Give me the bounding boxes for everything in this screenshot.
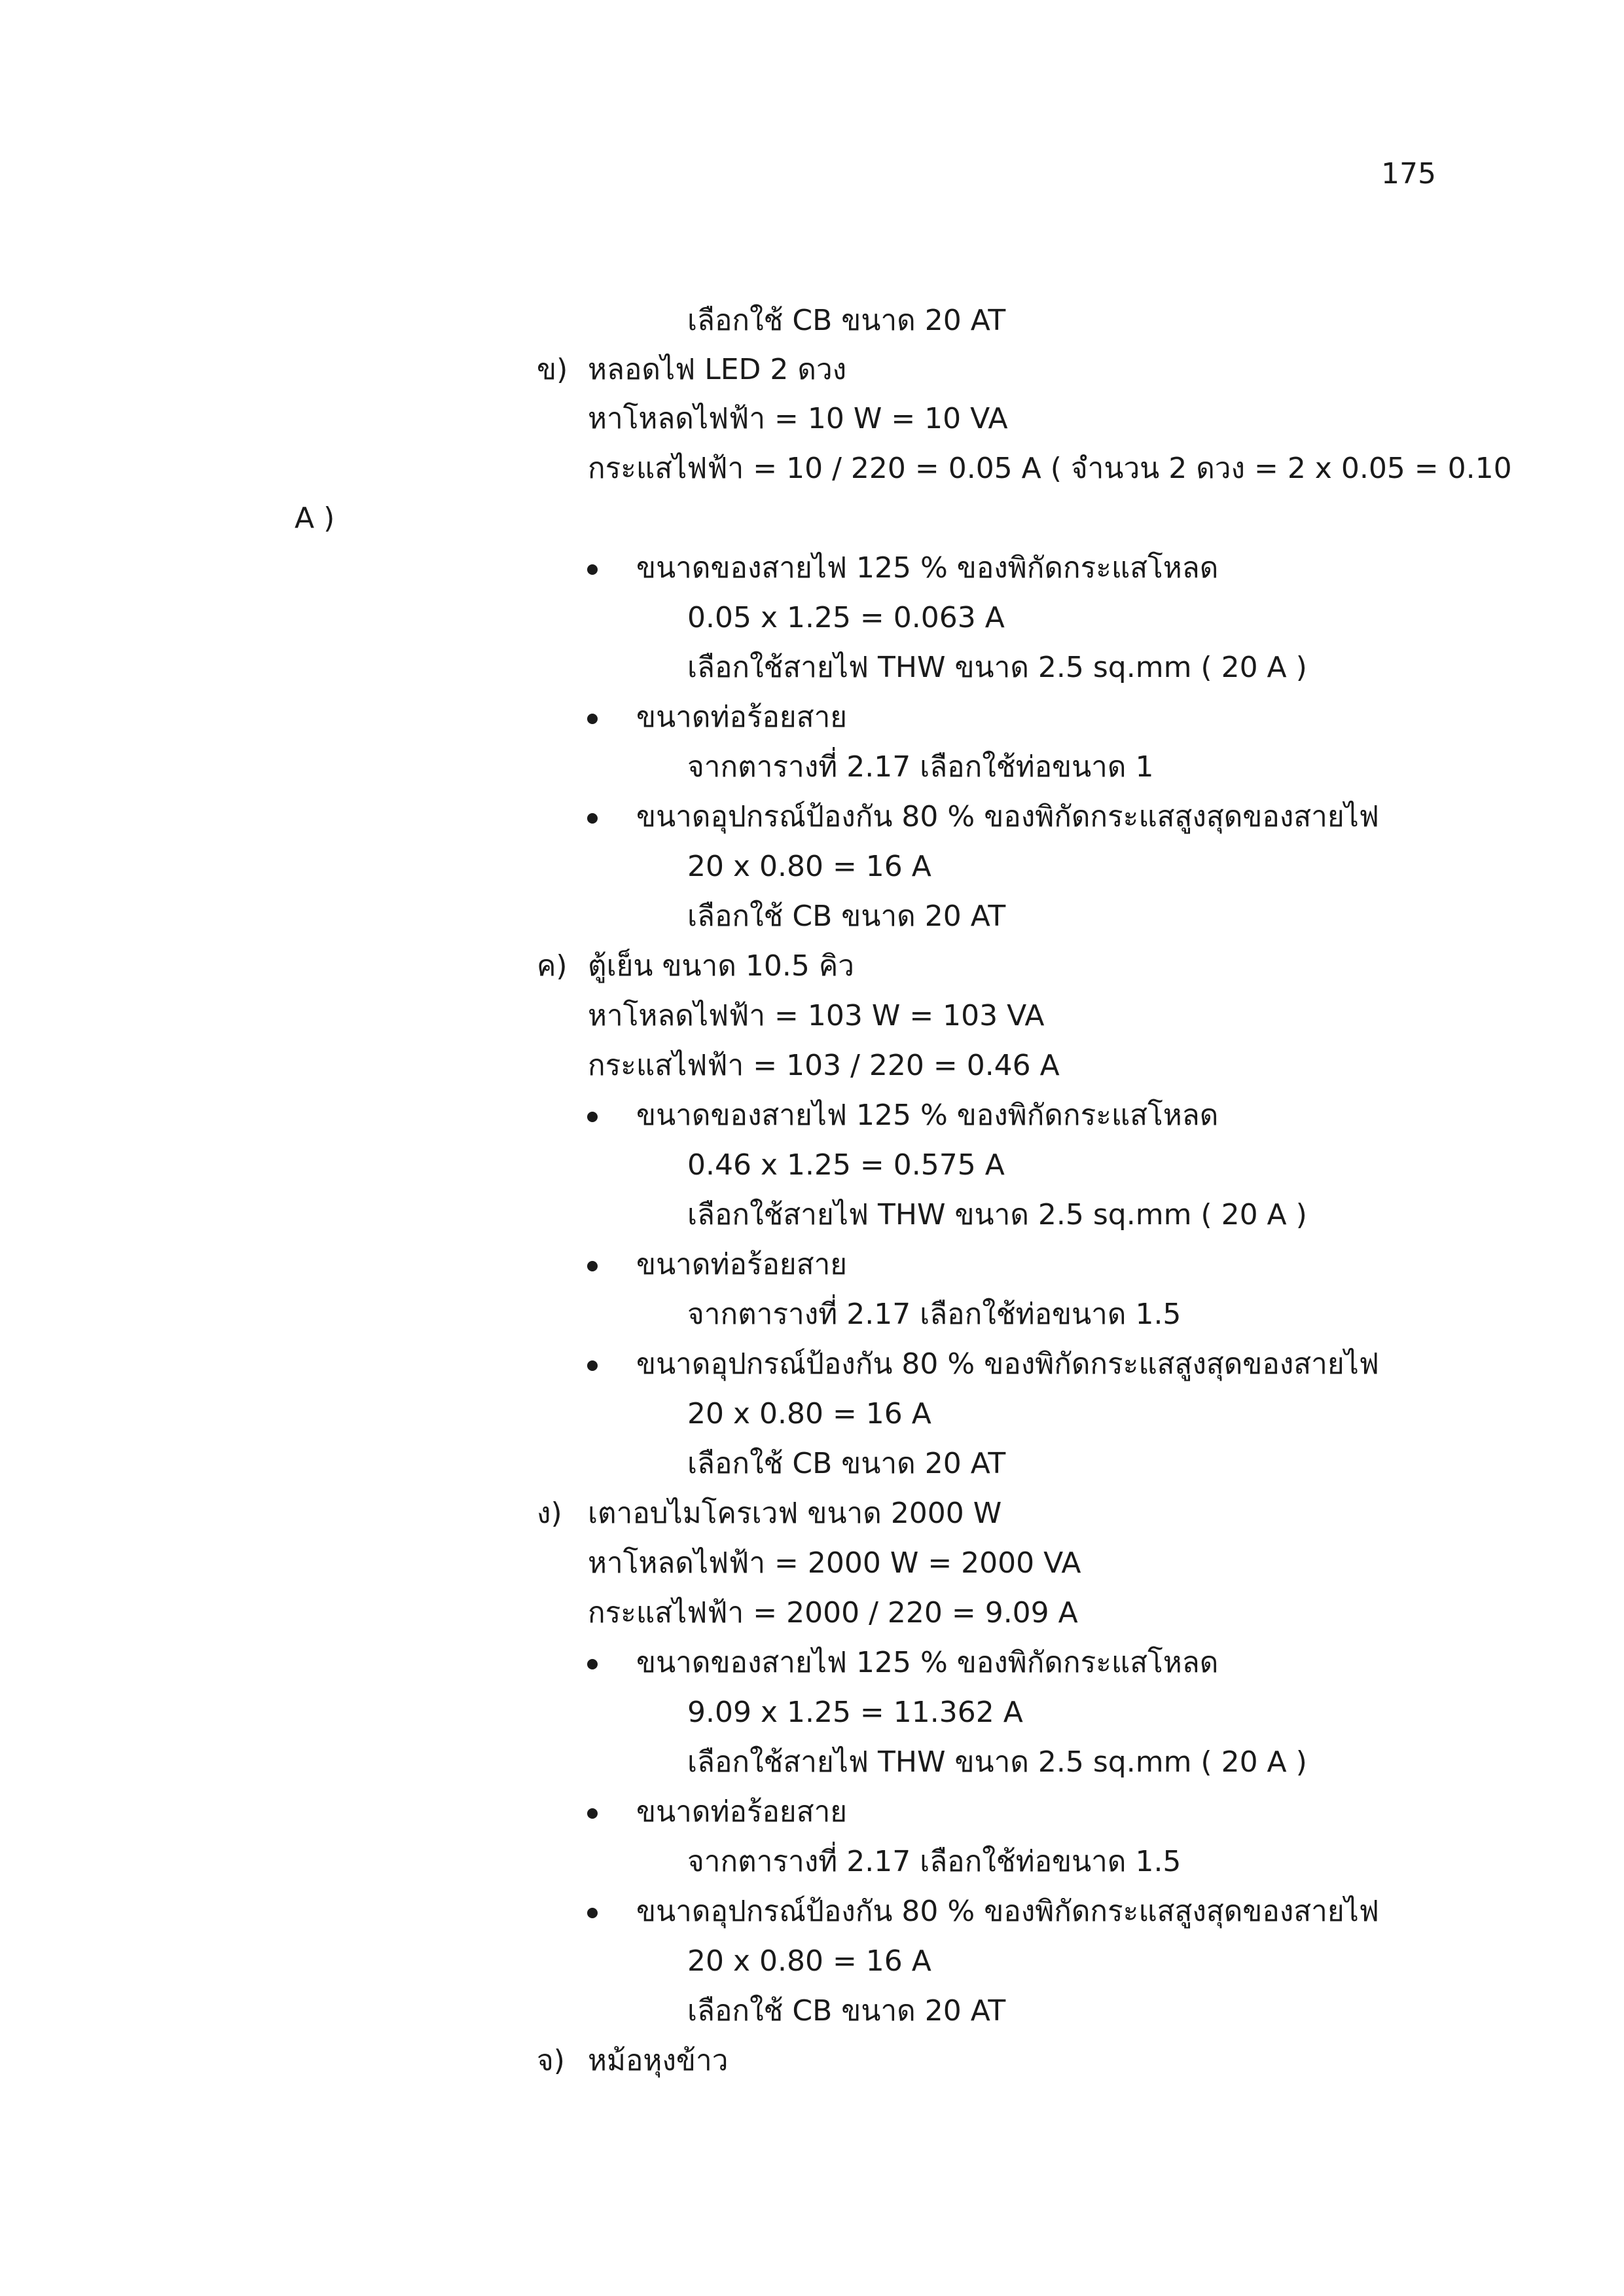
text-line: 20 x 0.80 = 16 A [687, 850, 931, 883]
text-line: เลือกใช้ CB ขนาด 20 AT [687, 900, 1006, 933]
text-line: 20 x 0.80 = 16 A [687, 1397, 931, 1430]
text-line: หาโหลดไฟฟ้า = 103 W = 103 VA [588, 999, 1045, 1032]
text-line: หาโหลดไฟฟ้า = 2000 W = 2000 VA [588, 1546, 1081, 1580]
bullet-icon [587, 1360, 598, 1371]
bullet-text: ขนาดของสายไฟ 125 % ของพิกัดกระแสโหลด [636, 1646, 1219, 1679]
item-title: ตู้เย็น ขนาด 10.5 คิว [588, 949, 854, 983]
text-line: A ) [295, 501, 335, 535]
bullet-icon [587, 1908, 598, 1918]
bullet-text: ขนาดท่อร้อยสาย [636, 1795, 848, 1829]
item-title: หลอดไฟ LED 2 ดวง [588, 353, 847, 386]
bullet-icon [587, 1659, 598, 1669]
text-line: 0.05 x 1.25 = 0.063 A [687, 601, 1005, 634]
bullet-text: ขนาดของสายไฟ 125 % ของพิกัดกระแสโหลด [636, 1099, 1219, 1132]
item-title: หม้อหุงข้าว [588, 2044, 729, 2077]
item-marker: ง) [537, 1497, 562, 1530]
text-line: 9.09 x 1.25 = 11.362 A [687, 1696, 1023, 1729]
text-line: จากตารางที่ 2.17 เลือกใช้ท่อขนาด 1.5 [687, 1845, 1182, 1878]
bullet-icon [587, 813, 598, 824]
text-line: 0.46 x 1.25 = 0.575 A [687, 1148, 1005, 1182]
text-line: เลือกใช้ CB ขนาด 20 AT [687, 1447, 1006, 1480]
item-marker: ข) [537, 353, 568, 386]
bullet-icon [587, 564, 598, 575]
bullet-text: ขนาดท่อร้อยสาย [636, 701, 848, 734]
text-line: จากตารางที่ 2.17 เลือกใช้ท่อขนาด 1 [687, 750, 1154, 784]
bullet-icon [587, 1261, 598, 1271]
text-line: กระแสไฟฟ้า = 103 / 220 = 0.46 A [588, 1049, 1060, 1082]
text-line: เลือกใช้สายไฟ THW ขนาด 2.5 sq.mm ( 20 A ) [687, 1745, 1307, 1779]
bullet-icon [587, 714, 598, 724]
text-line: เลือกใช้สายไฟ THW ขนาด 2.5 sq.mm ( 20 A ) [687, 1198, 1307, 1231]
bullet-text: ขนาดอุปกรณ์ป้องกัน 80 % ของพิกัดกระแสสูงสุดของสายไฟ [636, 1347, 1379, 1381]
text-line: 20 x 0.80 = 16 A [687, 1944, 931, 1978]
text-line: เลือกใช้ CB ขนาด 20 AT [687, 304, 1006, 337]
page-number: 175 [1381, 157, 1436, 191]
item-marker: ค) [537, 949, 568, 983]
text-line: กระแสไฟฟ้า = 2000 / 220 = 9.09 A [588, 1596, 1078, 1630]
text-line: จากตารางที่ 2.17 เลือกใช้ท่อขนาด 1.5 [687, 1298, 1182, 1331]
text-line: เลือกใช้สายไฟ THW ขนาด 2.5 sq.mm ( 20 A ) [687, 651, 1307, 684]
text-line: กระแสไฟฟ้า = 10 / 220 = 0.05 A ( จำนวน 2 ดวง = 2 x 0.05 = 0.10 [588, 452, 1512, 485]
bullet-text: ขนาดท่อร้อยสาย [636, 1248, 848, 1281]
text-line: เลือกใช้ CB ขนาด 20 AT [687, 1994, 1006, 2028]
bullet-text: ขนาดของสายไฟ 125 % ของพิกัดกระแสโหลด [636, 551, 1219, 585]
bullet-icon [587, 1808, 598, 1819]
bullet-text: ขนาดอุปกรณ์ป้องกัน 80 % ของพิกัดกระแสสูงสุดของสายไฟ [636, 1895, 1379, 1928]
bullet-text: ขนาดอุปกรณ์ป้องกัน 80 % ของพิกัดกระแสสูงสุดของสายไฟ [636, 800, 1379, 833]
text-line: หาโหลดไฟฟ้า = 10 W = 10 VA [588, 402, 1008, 435]
item-title: เตาอบไมโครเวฟ ขนาด 2000 W [588, 1497, 1002, 1530]
item-marker: จ) [537, 2044, 565, 2077]
bullet-icon [587, 1112, 598, 1122]
